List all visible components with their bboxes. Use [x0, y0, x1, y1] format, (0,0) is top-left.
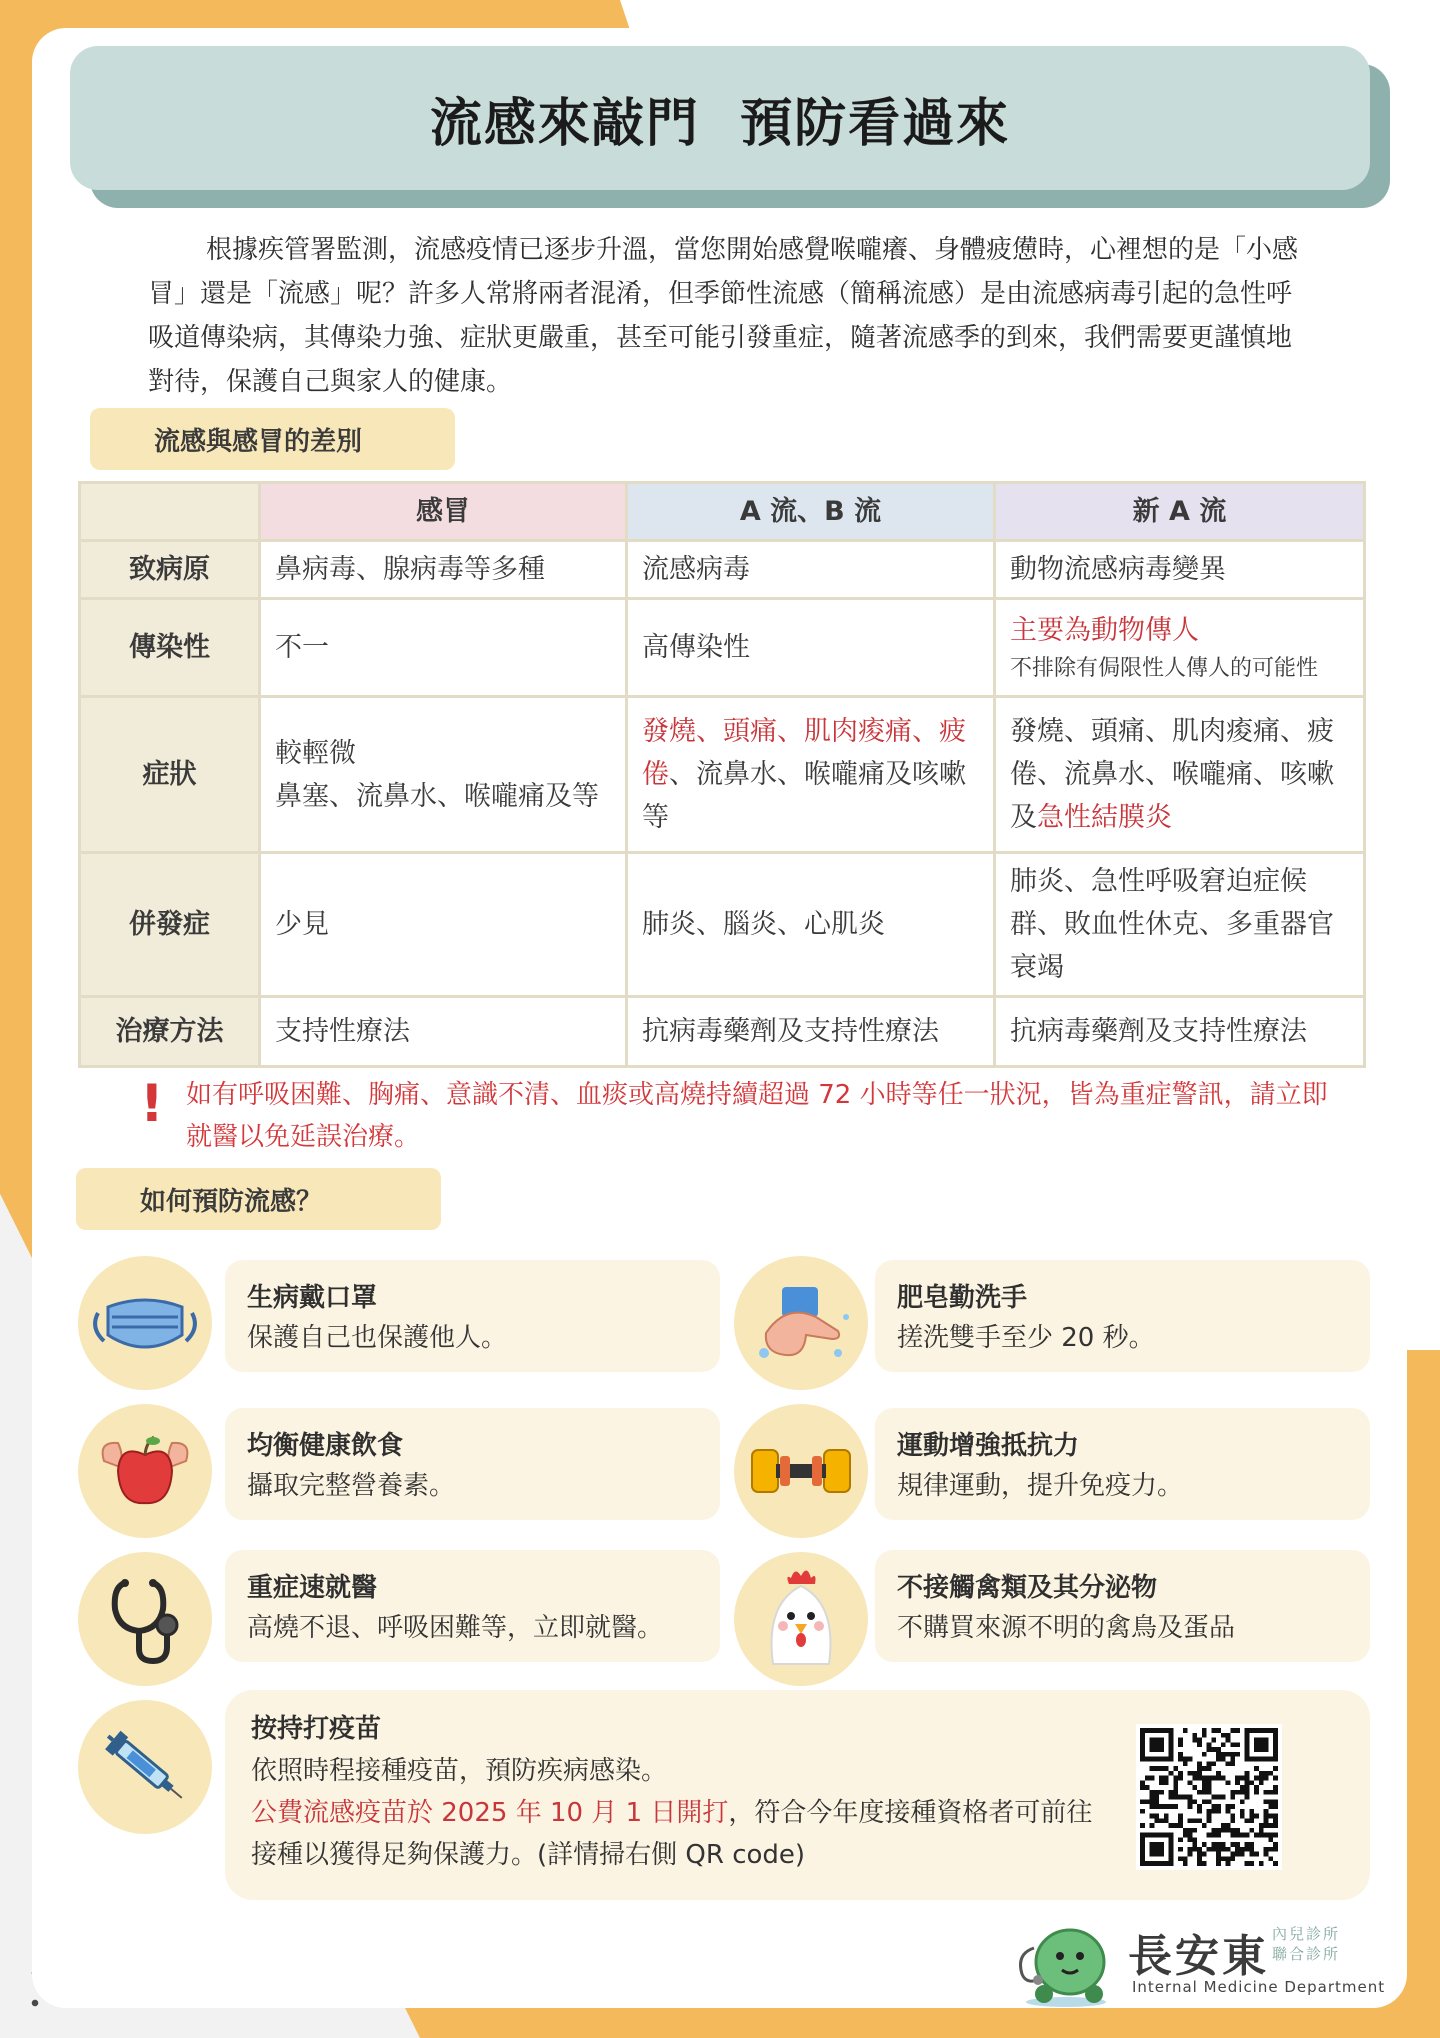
- clinic-subtitle-line: 聯合診所: [1272, 1945, 1341, 1963]
- tip-description: 保護自己也保護他人。: [247, 1323, 508, 1353]
- row-header-pathogen: 致病原: [80, 541, 260, 599]
- stethoscope-icon: [78, 1552, 212, 1686]
- tip-card-avoid-poultry: [875, 1550, 1370, 1662]
- tip-description: 不購買來源不明的禽鳥及蛋品: [897, 1613, 1236, 1643]
- tip-card-mask: [225, 1260, 720, 1372]
- apple-icon: [78, 1404, 212, 1538]
- comparison-table: [78, 481, 1366, 1068]
- row-header-symptoms: 症狀: [80, 697, 260, 853]
- cell-text-highlight: 主要為動物傳人: [1010, 615, 1199, 646]
- tip-description: 高燒不退、呼吸困難等，立即就醫。: [247, 1613, 664, 1643]
- column-header-cold: 感冒: [260, 483, 627, 541]
- table-row: [80, 853, 1365, 997]
- intro-paragraph: 根據疾管署監測，流感疫情已逐步升溫，當您開始感覺喉嚨癢、身體疲憊時，心裡想的是「小感冒」還是「流感」呢？許多人常將兩者混淆，但季節性流感（簡稱流感）是由流感病毒引起的急性呼吸道傳染病，其傳染力強、症狀更嚴重，甚至可能引發重症，隨著流感季的到來，我們需要更謹慎地對待，保護自己與家人的健康。: [148, 235, 1299, 397]
- table-cell: 高傳染性: [627, 599, 995, 697]
- table-row: [80, 997, 1365, 1067]
- vaccine-date-highlight: 公費流感疫苗於 2025 年 10 月 1 日開打: [251, 1798, 729, 1828]
- section-heading-difference: 流感與感冒的差別: [90, 408, 455, 470]
- title-band: [70, 46, 1370, 190]
- table-cell: [260, 697, 627, 853]
- table-cell: [995, 599, 1365, 697]
- tip-description: 依照時程接種疫苗，預防疾病感染。: [251, 1756, 668, 1786]
- cell-note: 不排除有侷限性人傳人的可能性: [1010, 656, 1319, 681]
- table-cell: 肺炎、急性呼吸窘迫症候群、敗血性休克、多重器官衰竭: [995, 853, 1365, 997]
- column-header-ab-flu: A 流、B 流: [627, 483, 995, 541]
- severe-symptom-warning: [140, 1074, 1340, 1158]
- cell-text: 發燒、頭痛、肌肉痠痛、疲倦、流鼻水、喉嚨痛、咳嗽及: [1010, 716, 1334, 833]
- clinic-subtitle: [1272, 1924, 1362, 1964]
- exclamation-icon: !: [140, 1074, 164, 1134]
- cell-text: 鼻塞、流鼻水、喉嚨痛及等: [275, 780, 599, 812]
- clinic-english-name: Internal Medicine Department: [1132, 1978, 1386, 1996]
- warning-text: 如有呼吸困難、胸痛、意識不清、血痰或高燒持續超過 72 小時等任一狀況，皆為重症警訊，請立即就醫以免延誤治療。: [186, 1080, 1328, 1152]
- handwash-icon: [734, 1256, 868, 1390]
- tip-card-handwash: [875, 1260, 1370, 1372]
- mask-icon: [78, 1256, 212, 1390]
- table-cell: 動物流感病毒變異: [995, 541, 1365, 599]
- turtle-mascot-icon: [1010, 1918, 1120, 2008]
- table-cell: 鼻病毒、腺病毒等多種: [260, 541, 627, 599]
- tip-description: 搓洗雙手至少 20 秒。: [897, 1323, 1155, 1353]
- table-row: [80, 541, 1365, 599]
- table-cell: [995, 697, 1365, 853]
- table-cell: 流感病毒: [627, 541, 995, 599]
- vaccine-notice-text: ，符合今年度接種資格者可前往接種以獲得足夠保護力。(詳情掃右側 QR code): [251, 1798, 1093, 1870]
- vaccine-notice: [251, 1792, 1111, 1876]
- cell-text: 、流鼻水、喉嚨痛及咳嗽等: [642, 759, 966, 833]
- clinic-logo: [1010, 1918, 1390, 2008]
- table-cell: 肺炎、腦炎、心肌炎: [627, 853, 995, 997]
- tip-card-seek-care: [225, 1550, 720, 1662]
- tip-title: 均衡健康飲食: [247, 1431, 404, 1461]
- table-header-row: [80, 483, 1365, 541]
- cell-text: 較輕微: [275, 737, 356, 769]
- tip-title: 肥皂勤洗手: [897, 1283, 1028, 1313]
- tip-title: 不接觸禽類及其分泌物: [897, 1573, 1158, 1603]
- row-header-treatment: 治療方法: [80, 997, 260, 1067]
- cell-text-highlight: 發燒、頭痛、肌肉痠痛、疲倦: [642, 716, 966, 790]
- row-header-complications: 併發症: [80, 853, 260, 997]
- table-cell: [627, 697, 995, 853]
- tip-title: 重症速就醫: [247, 1573, 378, 1603]
- tip-title: 按持打疫苗: [251, 1714, 382, 1744]
- clinic-name: 長安東: [1128, 1931, 1269, 1982]
- qr-code[interactable]: [1136, 1724, 1282, 1870]
- page-title: 流感來敲門 預防看過來: [429, 93, 1011, 154]
- syringe-icon: [78, 1700, 212, 1834]
- dumbbell-icon: [734, 1404, 868, 1538]
- cell-text-highlight: 急性結膜炎: [1037, 802, 1172, 833]
- table-cell: 抗病毒藥劑及支持性療法: [995, 997, 1365, 1067]
- table-cell: 不一: [260, 599, 627, 697]
- row-header-contagiousness: 傳染性: [80, 599, 260, 697]
- column-header-novel-a-flu: 新 A 流: [995, 483, 1365, 541]
- table-row: [80, 697, 1365, 853]
- table-cell: 支持性療法: [260, 997, 627, 1067]
- tip-card-diet: [225, 1408, 720, 1520]
- tip-card-exercise: [875, 1408, 1370, 1520]
- table-row: [80, 599, 1365, 697]
- tip-description: 規律運動，提升免疫力。: [897, 1471, 1184, 1501]
- tip-title: 生病戴口罩: [247, 1283, 378, 1313]
- table-corner-cell: [80, 483, 260, 541]
- chicken-icon: [734, 1552, 868, 1686]
- section-heading-prevention: 如何預防流感？: [76, 1168, 441, 1230]
- table-cell: 少見: [260, 853, 627, 997]
- clinic-subtitle-line: 內兒診所: [1272, 1925, 1341, 1943]
- tip-description: 攝取完整營養素。: [247, 1471, 456, 1501]
- table-cell: 抗病毒藥劑及支持性療法: [627, 997, 995, 1067]
- tip-title: 運動增強抵抗力: [897, 1431, 1080, 1461]
